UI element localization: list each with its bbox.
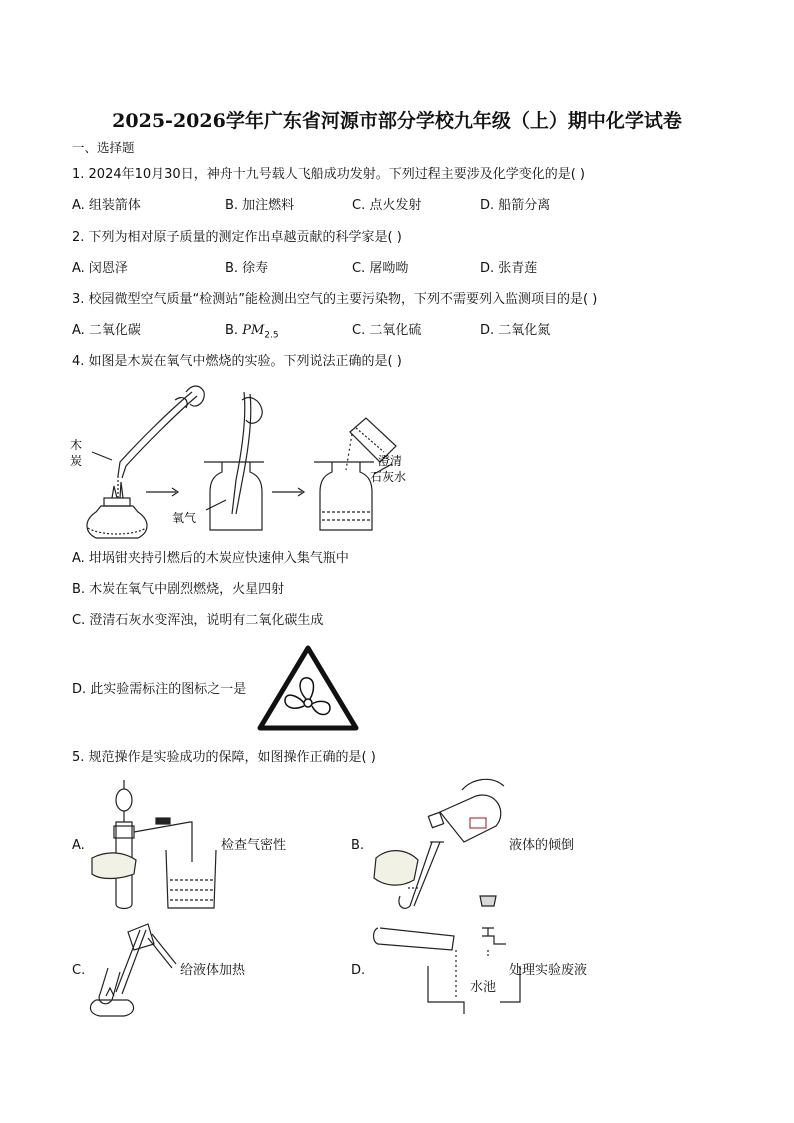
- pm-formula: PM: [242, 323, 265, 338]
- q4-option-a[interactable]: A. 坩埚钳夹持引燃后的木炭应快速伸入集气瓶中: [72, 551, 349, 566]
- q2-option-a[interactable]: A. 闵恩泽: [72, 261, 128, 276]
- q3-option-b-letter: B.: [225, 323, 239, 338]
- q5-option-d-letter[interactable]: D.: [351, 963, 366, 978]
- question-3-stem: 3. 校园微型空气质量“检测站”能检测出空气的主要污染物，下列不需要列入监测项目的是( ): [72, 292, 598, 307]
- label-charcoal-1: 木: [70, 438, 83, 452]
- sink-label: 水池: [470, 980, 497, 995]
- q4-option-c[interactable]: C. 澄清石灰水变浑浊，说明有二氧化碳生成: [72, 613, 324, 628]
- q5-option-d-caption: 处理实验废液: [509, 963, 588, 978]
- q3-option-c[interactable]: C. 二氧化硫: [352, 323, 422, 338]
- q1-option-d[interactable]: D. 船箭分离: [480, 198, 551, 213]
- question-5-stem: 5. 规范操作是实验成功的保障，如图操作正确的是( ): [72, 750, 376, 765]
- q2-option-c[interactable]: C. 屠呦呦: [352, 261, 409, 276]
- q1-option-c[interactable]: C. 点火发射: [352, 198, 422, 213]
- question-4-stem: 4. 如图是木炭在氧气中燃烧的实验。下列说法正确的是( ): [72, 354, 402, 369]
- q5-option-c-caption: 给液体加热: [180, 963, 246, 978]
- q2-option-d[interactable]: D. 张青莲: [480, 261, 538, 276]
- section-heading: 一、选择题: [72, 140, 135, 155]
- page-title: 2025-2026学年广东省河源市部分学校九年级（上）期中化学试卷: [112, 110, 682, 132]
- q5-option-a-letter[interactable]: A.: [72, 838, 85, 853]
- q1-option-b[interactable]: B. 加注燃料: [225, 198, 295, 213]
- q3-option-a[interactable]: A. 二氧化碳: [72, 323, 141, 338]
- label-charcoal-2: 炭: [70, 454, 83, 468]
- q5-option-b-caption: 液体的倾倒: [509, 838, 575, 853]
- q3-option-d[interactable]: D. 二氧化氮: [480, 323, 551, 338]
- q5-option-b-letter[interactable]: B.: [351, 838, 365, 853]
- q4-option-b[interactable]: B. 木炭在氧气中剧烈燃烧，火星四射: [72, 582, 285, 597]
- label-limewater-2: 石灰水: [370, 470, 407, 484]
- q5-option-c-letter[interactable]: C.: [72, 963, 86, 978]
- label-limewater-1: 澄清: [378, 454, 403, 468]
- question-1-stem: 1. 2024年10月30日，神舟十九号载人飞船成功发射。下列过程主要涉及化学变化的是( ): [72, 167, 585, 182]
- q4-option-d[interactable]: D. 此实验需标注的图标之一是: [72, 682, 247, 697]
- q2-option-b[interactable]: B. 徐寿: [225, 261, 269, 276]
- question-2-stem: 2. 下列为相对原子质量的测定作出卓越贡献的科学家是( ): [72, 230, 402, 245]
- q1-option-a[interactable]: A. 组装箭体: [72, 198, 141, 213]
- label-oxygen: 氧气: [172, 511, 197, 525]
- q5-option-a-caption: 检查气密性: [221, 838, 287, 853]
- pm-subscript: 2.5: [264, 330, 279, 341]
